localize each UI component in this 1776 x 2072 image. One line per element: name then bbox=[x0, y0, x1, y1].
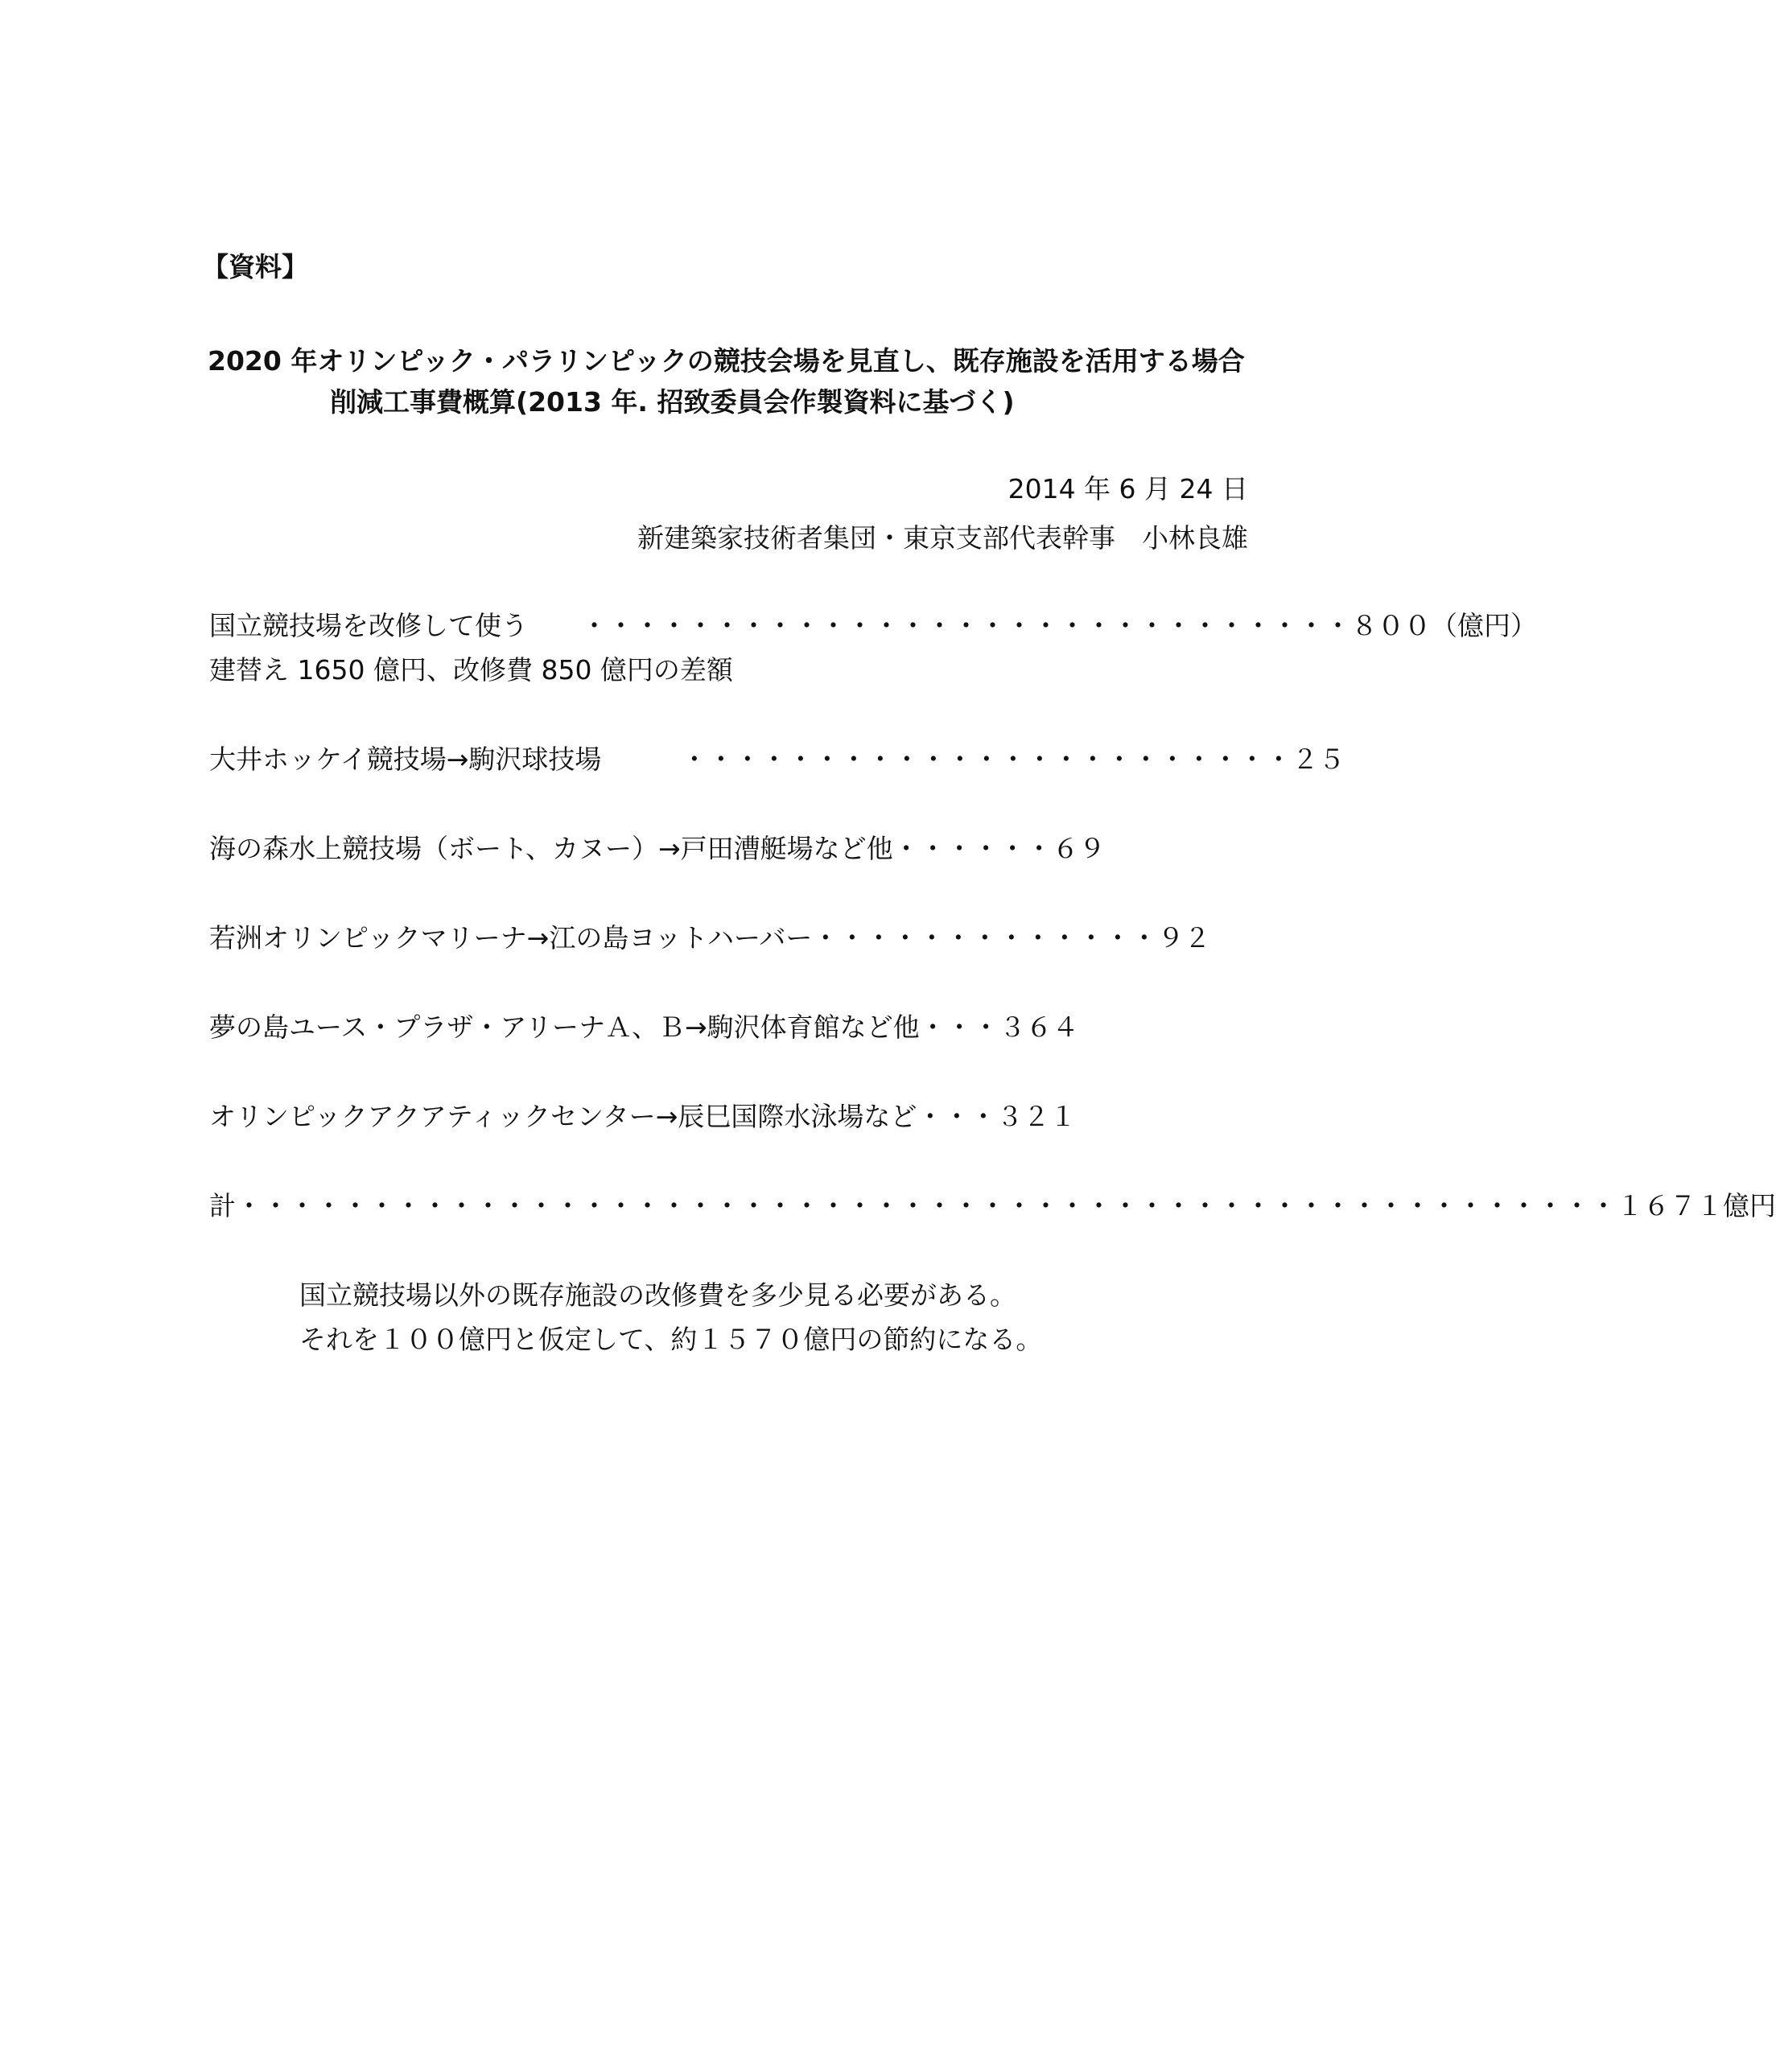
conclusion-line-1: 国立競技場以外の既存施設の改修費を多少見る必要がある。 bbox=[299, 1279, 1016, 1311]
cost-item-arena: 夢の島ユース・プラザ・アリーナＡ、Ｂ→駒沢体育館など他・・・３６４ bbox=[209, 1011, 1079, 1043]
title-line-1: 2020 年オリンピック・パラリンピックの競技会場を見直し、既存施設を活用する場合 bbox=[208, 345, 1245, 377]
cost-total: 計・・・・・・・・・・・・・・・・・・・・・・・・・・・・・・・・・・・・・・・・・・・・・・・・・・・・１６７１億円 bbox=[209, 1190, 1776, 1221]
document-date: 2014 年 6 月 24 日 bbox=[1007, 473, 1248, 505]
conclusion-line-2: それを１００億円と仮定して、約１５７０億円の節約になる。 bbox=[299, 1324, 1043, 1355]
cost-item-national-stadium: 国立競技場を改修して使う ・・・・・・・・・・・・・・・・・・・・・・・・・・・・・８００（億円） bbox=[209, 610, 1537, 641]
document-author: 新建築家技術者集団・東京支部代表幹事 小林良雄 bbox=[637, 522, 1248, 554]
cost-item-hockey: 大井ホッケイ競技場→駒沢球技場 ・・・・・・・・・・・・・・・・・・・・・・・２５ bbox=[209, 744, 1345, 775]
document-label: 【資料】 bbox=[202, 251, 308, 282]
cost-item-marina: 若洲オリンピックマリーナ→江の島ヨットハーバー・・・・・・・・・・・・・９２ bbox=[209, 922, 1211, 954]
cost-item-national-stadium-note: 建替え 1650 億円、改修費 850 億円の差額 bbox=[209, 654, 733, 686]
cost-item-rowing: 海の森水上競技場（ボート、カヌー）→戸田漕艇場など他・・・・・・６９ bbox=[209, 833, 1106, 864]
cost-item-aquatics: オリンピックアクアティックセンター→辰巳国際水泳場など・・・３２１ bbox=[209, 1101, 1077, 1132]
title-line-2: 削減工事費概算(2013 年. 招致委員会作製資料に基づく) bbox=[330, 386, 1015, 418]
